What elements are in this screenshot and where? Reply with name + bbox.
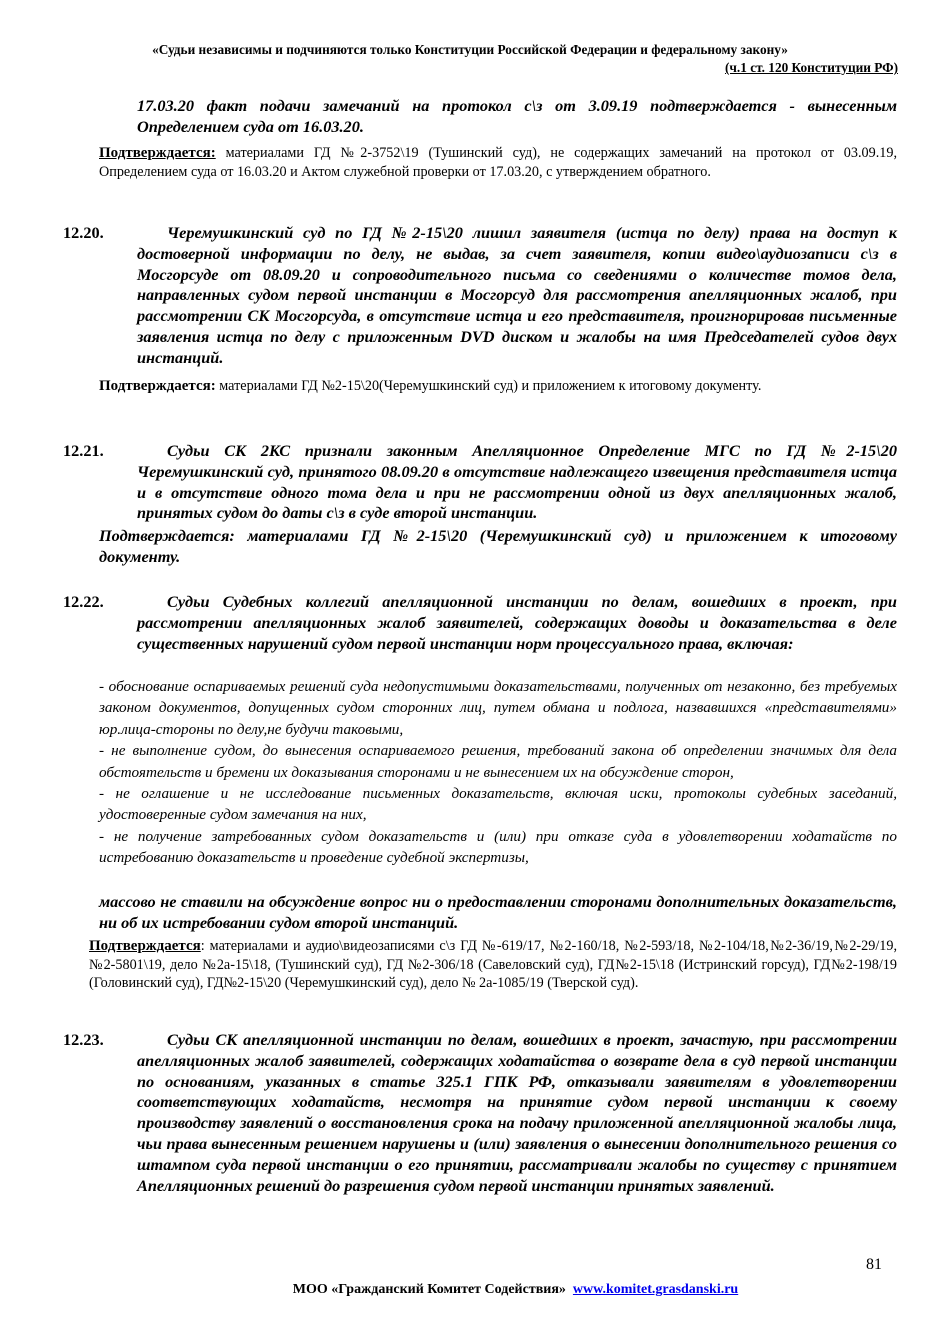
item-12-20-confirm [99,377,897,396]
item-12-22-confirm-label: Подтверждается [89,938,201,954]
item-12-20-heading [63,223,897,369]
item-12-23-heading [63,1030,897,1196]
item-12-23-text: Судьи СК апелляционной инстанции по делам, вошедших в проект, зачастую, при рассмотрении апелляционных жалоб заявителей, содержащих ходатайства о возврате дела в суд первой инстанции по основаниям, указанных в статье 325.1 ГПК РФ, отказывали заявителям в удовлетворении соответствующих ходатайств, несмотря на принятие судом первой инстанции к своему производству заявлений о восстановления срока на подачу приложенной апелляционной жалобы лица, чьи права вынесенным решением нарушены и (или) заявления о вынесении дополнительного решения со штампом суда первой инстанции о его принятии, рассматривали жалобы по существу с принятием Апелляционных решений до разрешения судом первой инстанции принятых заявлений. [137,1030,897,1195]
intro-confirm-label: Подтверждается: [99,145,216,161]
item-12-20-confirm-text: материалами ГД №2-15\20(Черемушкинский суд) и приложением к итоговому документу. [215,378,762,394]
item-12-20-text: Черемушкинский суд по ГД №2-15\20 лишил заявителя (истца по делу) права на доступ к достоверной информации по делу, не выдав, за счет заявителя, копии видео\аудиозаписи с\з в Мосгорсуде от 08.09.20 и сопроводительного письма со сведениями о количестве томов дела, направленных судом первой инстанции в Мосгорсуд для рассмотрения апелляционных жалоб, при рассмотрении СК Мосгорсуда, в отсутствие истца и его представителя, проигнорировав письменные заявления истца по делу с приложенным DVD диском и жалобы на имя Председателей судов двух инстанций. [137,223,897,367]
item-12-22-conclusion: массово не ставили на обсуждение вопрос ни о предоставлении сторонами дополнительных доказательств, ни об их истребовании судом второй инстанций. [99,892,897,932]
item-12-21-number: 12.21. [63,441,104,460]
item-12-21-heading [63,441,897,524]
item-12-21-text: Судьи СК 2КС признали законным Апелляционное Определение МГС по ГД №2-15\20 Черемушкинский суд, принятого 08.09.20 в отсутствие надлежащего извещения представителя истца и в отсутствие одного тома дела и при не рассмотрении одной из двух апелляционных жалоб, принятых судом до даты с\з в суде второй инстанции. [137,441,897,523]
item-12-22-bullets [99,676,897,869]
bullet-item: - не получение затребованных судом доказательств и (или) при отказе суда в удовлетворении ходатайств по истребованию доказательств и проведение судебной экспертизы, [99,827,897,867]
footer [200,1282,831,1298]
intro-confirm [99,144,897,181]
item-12-22-number: 12.22. [63,592,104,611]
item-12-22-heading [63,592,897,654]
item-12-20-number: 12.20. [63,223,104,242]
item-12-23-number: 12.23. [63,1030,104,1049]
intro-heading: 17.03.20 факт подачи замечаний на протокол с\з от 3.09.19 подтверждается - вынесенным Определением суда от 16.03.20. [137,96,897,136]
intro-confirm-text: материалами ГД №2-3752\19 (Тушинский суд), не содержащих замечаний на протокол от 03.09.19, Определением суда от 16.03.20 и Актом служебной проверки от 17.03.20, с утверждением обратного. [99,145,897,180]
header-citation: (ч.1 ст. 120 Конституции РФ) [724,60,898,75]
bullet-item: - не выполнение судом, до вынесения оспариваемого решения, требований закона об определении значимых для дела обстоятельств и бремени их доказывания сторонами и не вынесением их на обсуждение сторон, [99,742,897,781]
item-12-22-text: Судьи Судебных коллегий апелляционной инстанции по делам, вошедших в проект, при рассмотрении апелляционных жалоб заявителей, содержащих доводы и доказательства в деле существенных нарушений судом первой инстанции норм процессуального права, включая: [137,592,897,653]
bullet-item: - не оглашение и не исследование письменных доказательств, включая иски, протоколы судебных заседаний, удостоверенные судом замечания на них, [99,785,897,824]
header-quote: «Судьи независимы и подчиняются только Конституции Российской Федерации и федеральному закону» [152,42,788,57]
item-12-22-confirm [89,937,897,993]
item-12-20-confirm-label: Подтверждается: [99,378,216,394]
footer-link[interactable]: www.komitet.grasdanski.ru [572,1282,739,1297]
page-number: 81 [866,1256,882,1273]
item-12-21-confirm: Подтверждается: материалами ГД №2-15\20 (Черемушкинский суд) и приложением к итоговому документу. [99,526,897,566]
item-12-22-confirm-text: : материалами и аудио\видеозаписями с\з ГД №-619/17, №2-160/18, №2-593/18, №2-104/18,№2-36/19,№2-29/19, №2-5801\19, дело №2а-15\18, (Тушинский суд), ГД №2-306/18 (Савеловский суд), ГД№2-15\18 (Истринский горсуд), ГД№2-198/19 (Головинский суд), ГД№2-15\20 (Черемушкинский суд), дело № 2а-1085/19 (Тверской суд). [89,938,897,991]
footer-org: МОО «Гражданский Комитет Содействия» [292,1282,566,1297]
bullet-item: - обоснование оспариваемых решений суда недопустимыми доказательствами, полученных от незаконно, без требуемых законом документов, допущенных судом сторонних лиц, путем обмана и подлога, назвавшихся «представителями» юр.лица-стороны по делу,не будучи таковыми, [99,678,897,738]
